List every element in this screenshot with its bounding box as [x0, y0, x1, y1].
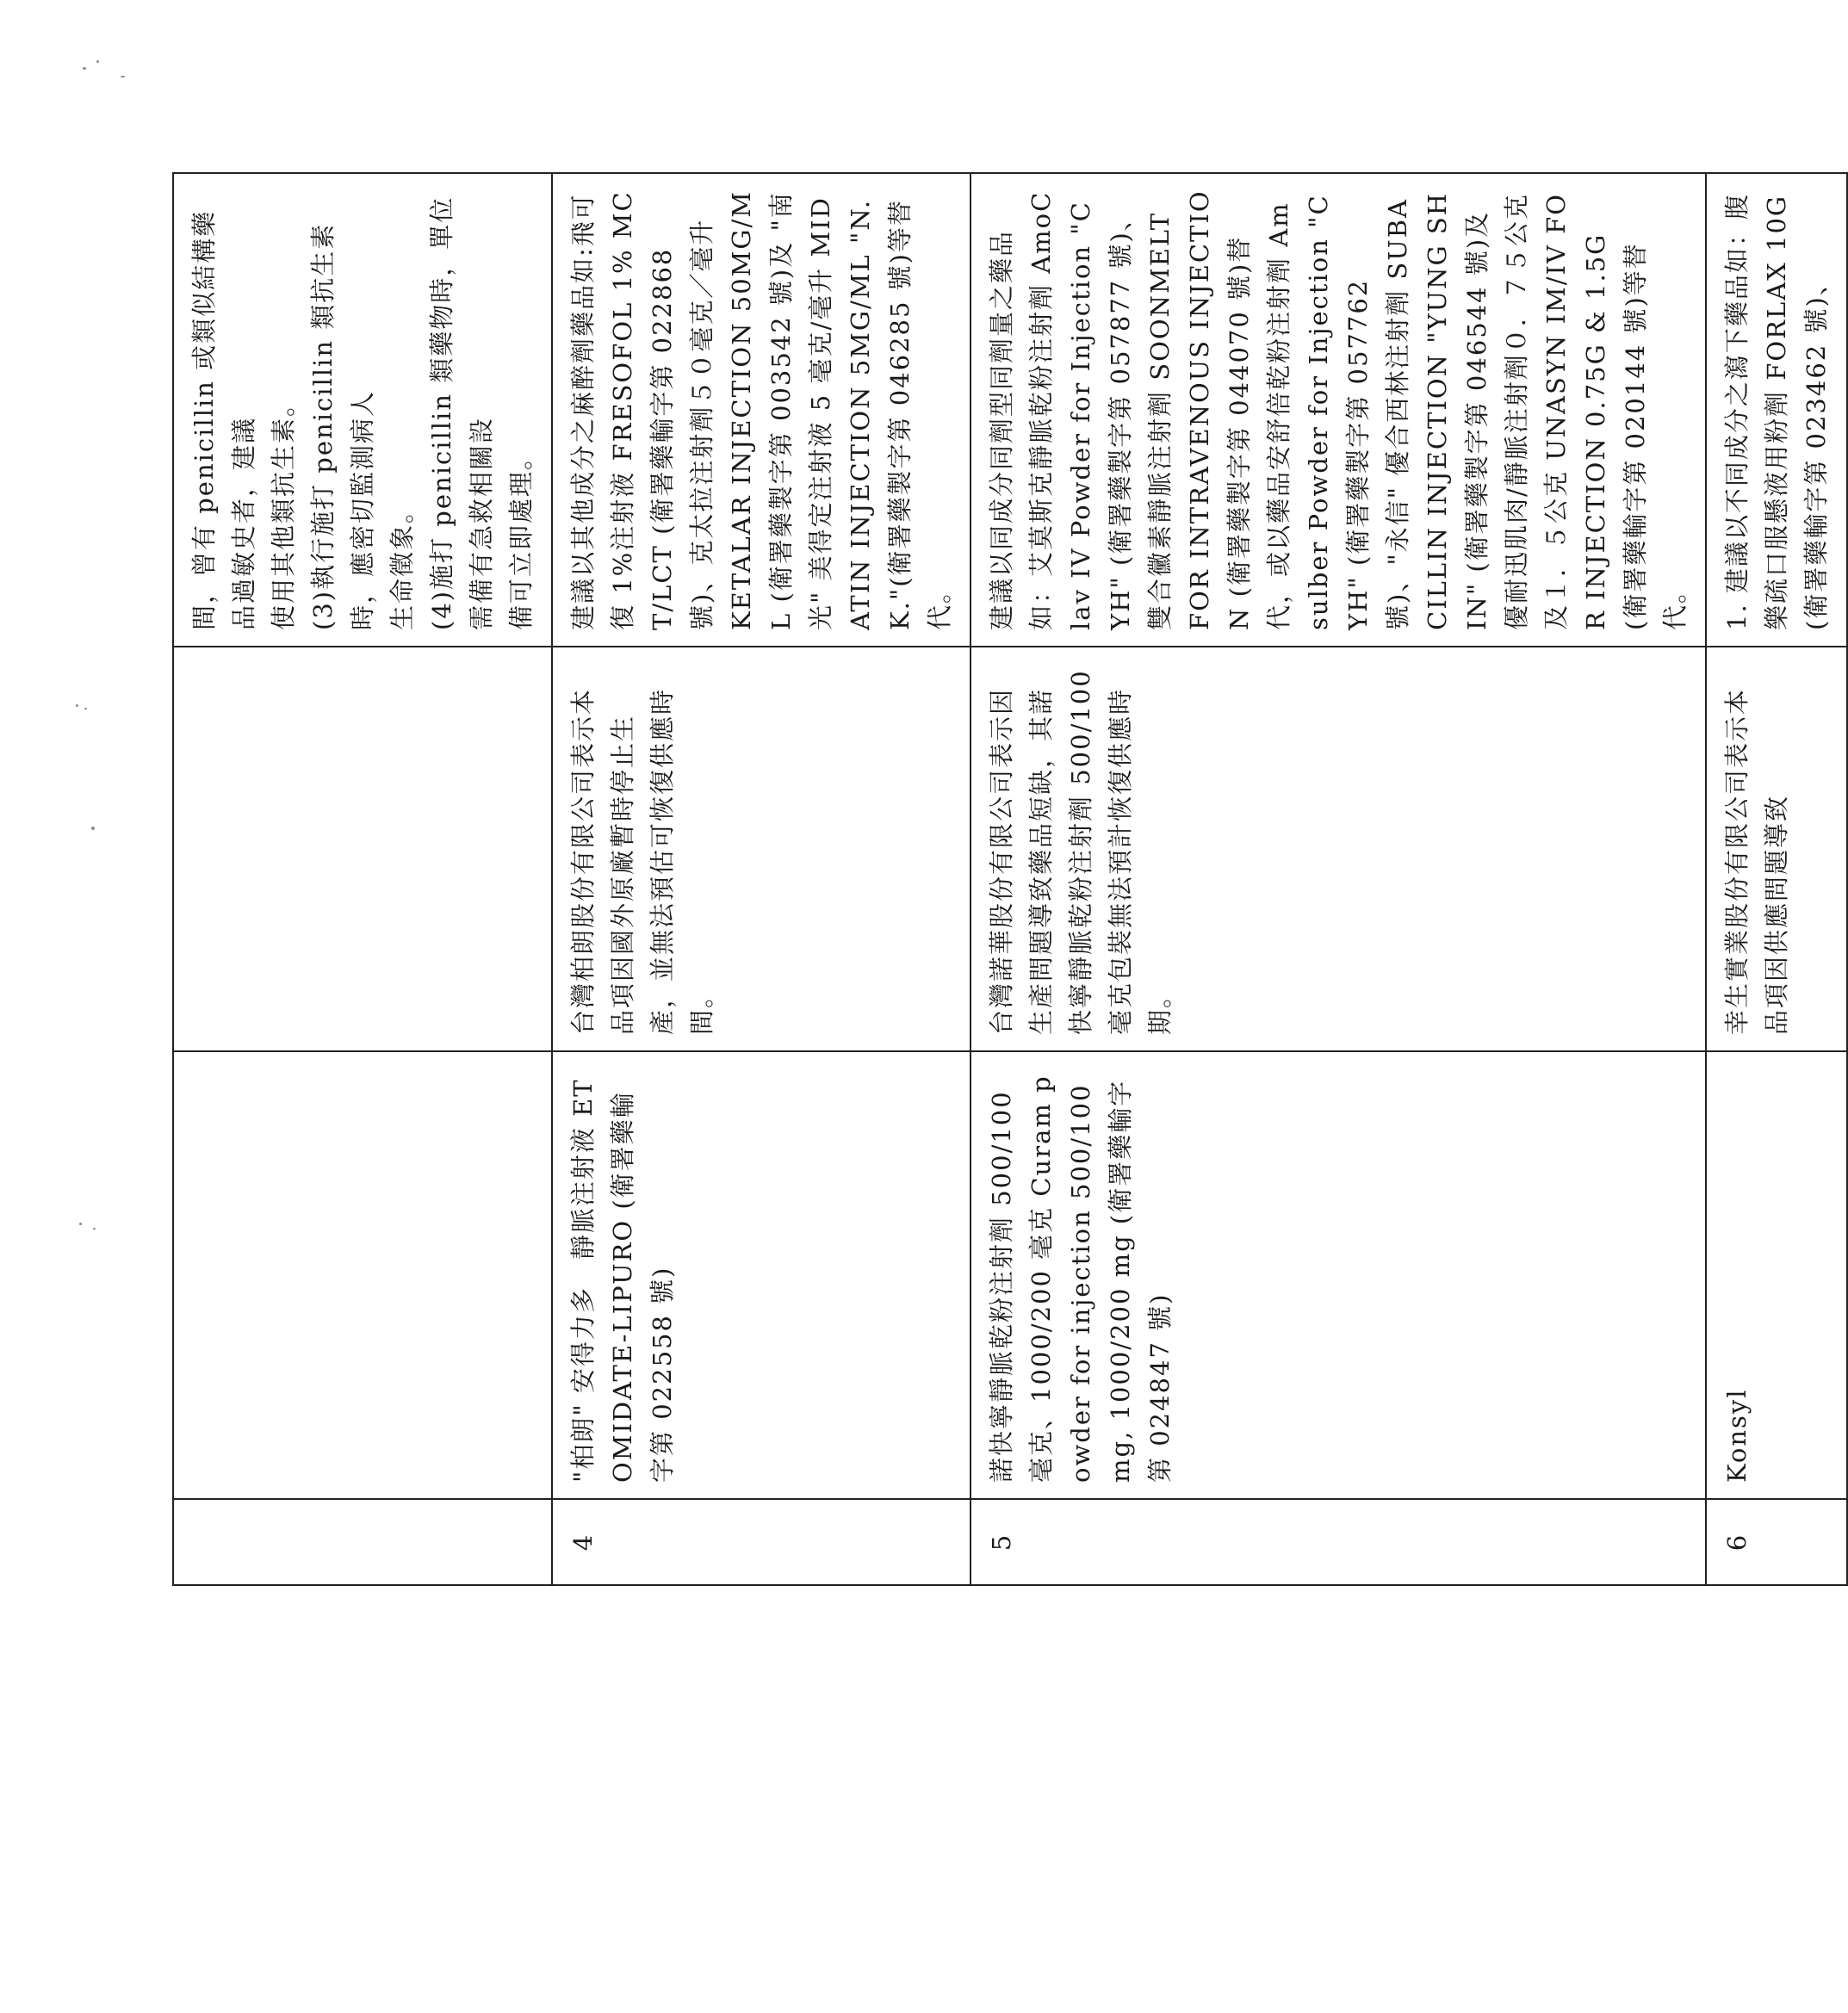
suggestion-cell: 建議以同成分同劑型同劑量之藥品如：艾莫斯克靜脈乾粉注射劑 AmoClav IV Powder for Injection "CYH" (衛署藥製字第 057877 號)、雙合黴素靜脈注射劑 SOONMELT FOR INTRAVENOUS INJECTION (衛署藥製字第 044070 號)替代，或以藥品安舒倍乾粉注射劑 Amsulber Powder for Injection "CYH" (衛署藥製字第 057762 號)、"永信" 優合西林注射劑 SUBACILLIN INJECTION "YUNG SHIN" (衛署藥製字第 046544 號)及優耐迅肌肉/靜脈注射劑０．７５公克及１．５公克 UNASYN IM/IV FOR INJECTION 0.75G & 1.5G (衛署藥輸字第 020144 號)等替代。: [971, 173, 1706, 647]
drug-name-cell: Konsyl: [1706, 1051, 1847, 1499]
rotated-table-page: [172, 174, 1831, 1586]
table-row: [1706, 173, 1847, 1585]
row-number: 5: [971, 1499, 1706, 1585]
scan-speck: [84, 708, 87, 709]
table-row: [173, 173, 552, 1585]
drug-name-cell: 諾快寧靜脈乾粉注射劑 500/100 毫克、1000/200 毫克 Curam powder for injection 500/100 mg, 1000/200 mg (衛署藥輸字第 024847 號): [971, 1051, 1706, 1499]
suggestion-line: 生命徵象。: [388, 496, 417, 630]
suggestion-line: 間，曾有 penicillin 或類似結構藥品過敏史者，建議: [189, 209, 258, 630]
drug-shortage-table: [172, 172, 1848, 1586]
scan-speck: [93, 1228, 96, 1229]
shortage-reason-cell: [173, 647, 552, 1051]
scan-speck: [79, 1223, 82, 1225]
suggestion-line: (4)施打 penicillin 類藥物時，單位需備有急救相關設: [427, 195, 496, 630]
row-number: [173, 1499, 552, 1585]
scan-speck: [83, 67, 86, 70]
shortage-reason-cell: 幸生實業股份有限公司表示本品項因供應問題導致: [1706, 647, 1847, 1051]
suggestion-line: 使用其他類抗生素。: [269, 389, 298, 630]
suggestion-cell: 建議以其他成分之麻醉劑藥品如:飛可復 1%注射液 FRESOFOL 1% MCT/LCT (衛署藥輸字第 022868 號)、克太拉注射劑５０毫克／毫升 KETALAR INJECTION 50MG/ML (衛署藥製字第 003542 號)及 "南光" 美得定注射液 5 毫克/毫升 MIDATIN INJECTION 5MG/ML "N.K."(衛署藥製字第 046285 號)等替代。: [552, 173, 971, 647]
drug-name-cell: "柏朗" 安得力多 靜脈注射液 ETOMIDATE-LIPURO (衛署藥輸字第 022558 號): [552, 1051, 971, 1499]
scan-speck: [76, 704, 78, 707]
scan-speck: [121, 76, 125, 77]
shortage-reason-cell: 台灣諾華股份有限公司表示因生產問題導致藥品短缺，其諾快寧靜脈乾粉注射劑 500/100 毫克包裝無法預計恢復供應時期。: [971, 647, 1706, 1051]
drug-name-cell: [173, 1051, 552, 1499]
suggestion-line: 備可立即處理。: [506, 443, 536, 630]
shortage-reason-cell: 台灣柏朗股份有限公司表示本品項因國外原廠暫時停止生產，並無法預估可恢復供應時間。: [552, 647, 971, 1051]
row-number: 6: [1706, 1499, 1847, 1585]
table-row: [552, 173, 971, 1585]
table-row: [971, 173, 1706, 1585]
suggestion-line: (3)執行施打 penicillin 類抗生素時，應密切監測病人: [308, 222, 377, 630]
scan-speck: [91, 827, 95, 830]
suggestion-cell: [173, 173, 552, 647]
row-number: 4: [552, 1499, 971, 1585]
suggestion-cell: 1. 建議以不同成分之瀉下藥品如：腹樂疏口服懸液用粉劑 FORLAX 10G (衛署藥輸字第 023462 號)、: [1706, 173, 1847, 647]
scan-speck: [96, 60, 99, 63]
